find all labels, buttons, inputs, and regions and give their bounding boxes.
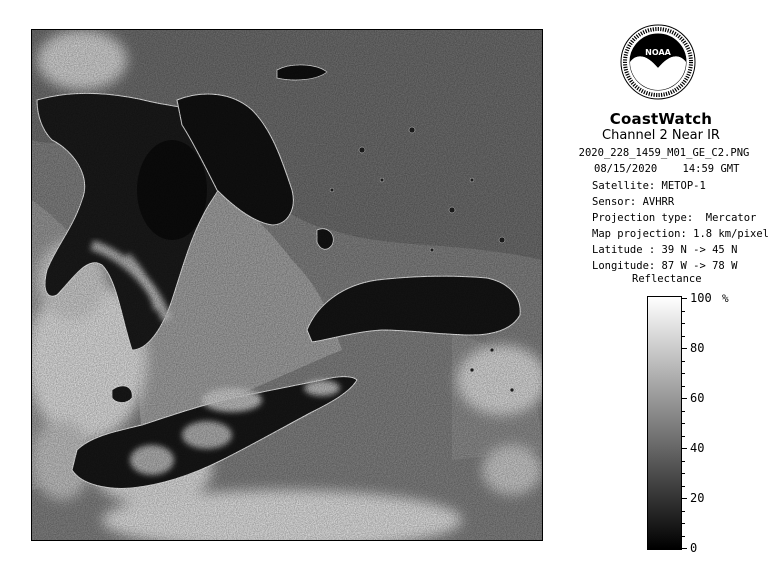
colorbar-minor-tick xyxy=(682,336,685,337)
colorbar-tick-label: 60 xyxy=(690,391,705,405)
colorbar-minor-tick xyxy=(682,486,685,487)
date-value: 08/15/2020 xyxy=(594,163,658,175)
map-svg xyxy=(32,30,542,540)
colorbar-minor-tick xyxy=(682,473,685,474)
reflectance-colorbar xyxy=(647,296,682,550)
colorbar-minor-tick xyxy=(682,523,685,524)
colorbar-tick-label: 100 xyxy=(690,291,712,305)
date-time-line xyxy=(594,163,739,175)
colorbar-minor-tick xyxy=(682,386,685,387)
colorbar-major-tick xyxy=(682,548,687,549)
projection-type-line: Projection type: Mercator xyxy=(592,212,757,224)
colorbar-minor-tick xyxy=(682,373,685,374)
legend-title: Reflectance xyxy=(632,273,702,285)
colorbar-minor-tick xyxy=(682,411,685,412)
sensor-line: Sensor: AVHRR xyxy=(592,196,675,208)
latitude-line: Latitude : 39 N -> 45 N xyxy=(592,244,738,256)
longitude-line: Longitude: 87 W -> 78 W xyxy=(592,260,738,272)
image-grain xyxy=(32,30,542,540)
noaa-logo xyxy=(620,22,696,106)
product-name: Channel 2 Near IR xyxy=(602,128,720,143)
colorbar-major-tick xyxy=(682,398,687,399)
colorbar-minor-tick xyxy=(682,536,685,537)
colorbar-minor-tick xyxy=(682,511,685,512)
colorbar-tick-label: 80 xyxy=(690,341,705,355)
noaa-logo-icon xyxy=(620,22,696,106)
colorbar-minor-tick xyxy=(682,436,685,437)
legend-unit: % xyxy=(722,292,729,305)
satellite-image xyxy=(31,29,543,541)
colorbar-major-tick xyxy=(682,448,687,449)
colorbar-minor-tick xyxy=(682,461,685,462)
noaa-logo-text: NOAA xyxy=(645,48,671,57)
colorbar-minor-tick xyxy=(682,323,685,324)
colorbar-major-tick xyxy=(682,348,687,349)
map-projection-line: Map projection: 1.8 km/pixel xyxy=(592,228,770,240)
brand-title: CoastWatch xyxy=(609,110,713,128)
colorbar-minor-tick xyxy=(682,423,685,424)
time-value: 14:59 GMT xyxy=(682,163,740,175)
colorbar-tick-label: 40 xyxy=(690,441,705,455)
colorbar-minor-tick xyxy=(682,361,685,362)
colorbar-major-tick xyxy=(682,498,687,499)
colorbar-major-tick xyxy=(682,298,687,299)
colorbar-minor-tick xyxy=(682,311,685,312)
satellite-line: Satellite: METOP-1 xyxy=(592,180,706,192)
file-name: 2020_228_1459_M01_GE_C2.PNG xyxy=(578,147,750,159)
colorbar-tick-label: 20 xyxy=(690,491,705,505)
colorbar-tick-label: 0 xyxy=(690,541,698,555)
